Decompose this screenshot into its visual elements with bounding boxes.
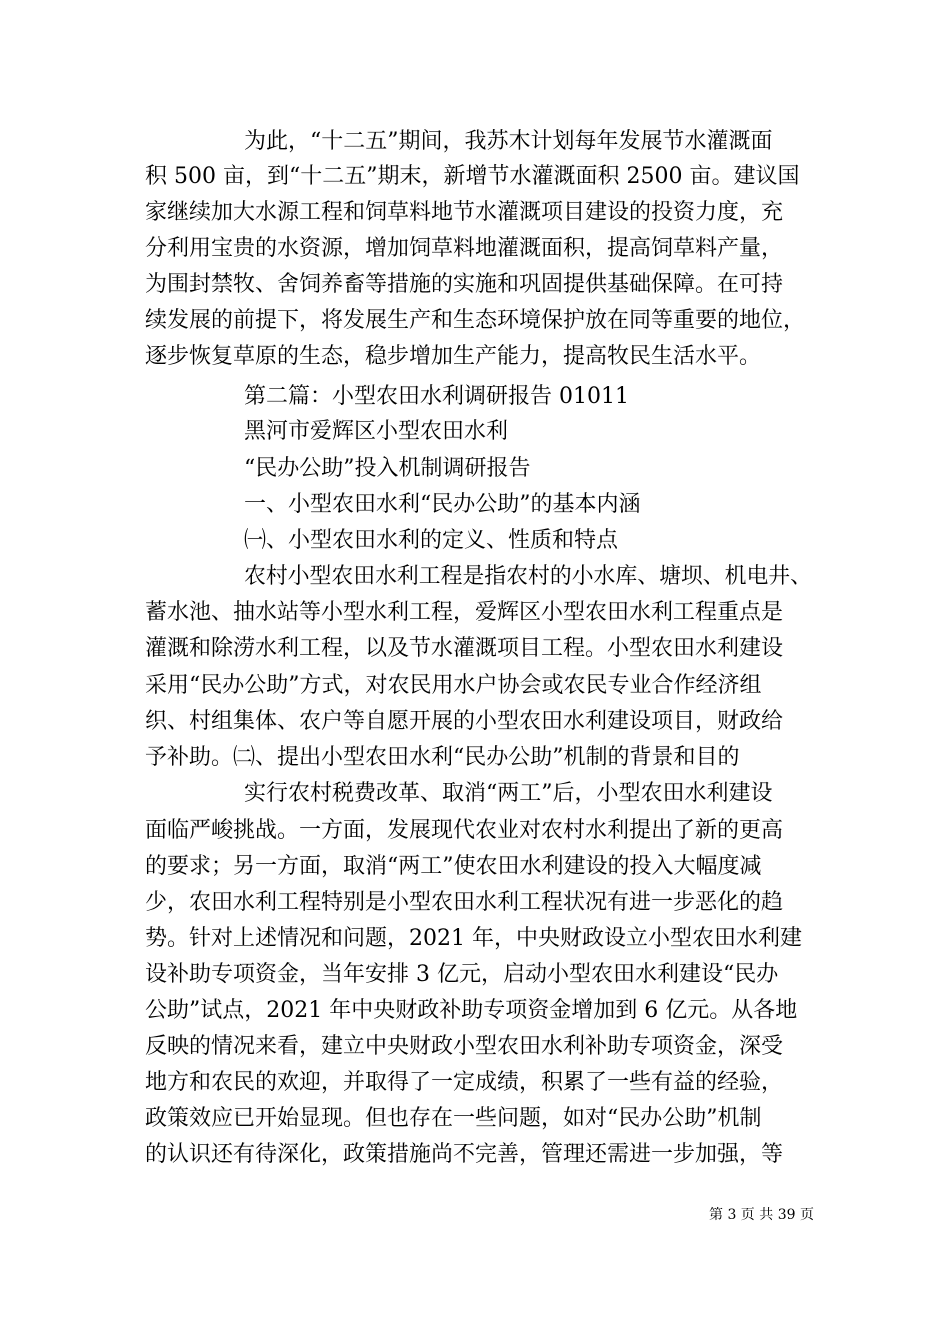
text-line-5: 为围封禁牧、舍饲养畜等措施的实施和巩固提供基础保障。在可持 xyxy=(145,272,784,297)
text-line-15: 灌溉和除涝水利工程，以及节水灌溉项目工程。小型农田水利建设 xyxy=(145,636,784,661)
text-line-21: 的要求；另一方面，取消“两工”使农田水利建设的投入大幅度减 xyxy=(145,854,762,879)
text-line-6: 续发展的前提下，将发展生产和生态环境保护放在同等重要的地位， xyxy=(145,308,806,333)
text-line-22: 少，农田水利工程特别是小型农田水利工程状况有进一步恶化的趋 xyxy=(145,890,784,915)
subheading-1-1: ㈠、小型农田水利的定义、性质和特点 xyxy=(244,528,619,553)
section-heading: 第二篇：小型农田水利调研报告 01011 xyxy=(244,384,629,409)
text-line-14: 蓄水池、抽水站等小型水利工程，爱辉区小型农田水利工程重点是 xyxy=(145,600,784,625)
subheading-1: 一、小型农田水利“民办公助”的基本内涵 xyxy=(244,492,641,517)
page-number-footer: 第 3 页 共 39 页 xyxy=(709,1207,814,1223)
text-line-28: 政策效应已开始显现。但也存在一些问题，如对“民办公助”机制 xyxy=(145,1106,762,1131)
report-title-line-1: 黑河市爱辉区小型农田水利 xyxy=(244,419,509,444)
text-line-25: 公助”试点，2021 年中央财政补助专项资金增加到 6 亿元。从各地 xyxy=(145,998,798,1023)
text-line-26: 反映的情况来看，建立中央财政小型农田水利补助专项资金，深受 xyxy=(145,1034,784,1059)
text-line-1: 为此，“十二五”期间，我苏木计划每年发展节水灌溉面 xyxy=(244,129,773,154)
text-line-18: 予补助。㈡、提出小型农田水利“民办公助”机制的背景和目的 xyxy=(145,745,740,770)
text-line-27: 地方和农民的欢迎，并取得了一定成绩，积累了一些有益的经验， xyxy=(145,1070,784,1095)
text-line-3: 家继续加大水源工程和饲草料地节水灌溉项目建设的投资力度，充 xyxy=(145,200,784,225)
text-line-16: 采用“民办公助”方式，对农民用水户协会或农民专业合作经济组 xyxy=(145,673,762,698)
text-line-13: 农村小型农田水利工程是指农村的小水库、塘坝、机电井、 xyxy=(244,564,813,589)
text-line-17: 织、村组集体、农户等自愿开展的小型农田水利建设项目，财政给 xyxy=(145,709,784,734)
text-line-19: 实行农村税费改革、取消“两工”后，小型农田水利建设 xyxy=(244,781,773,806)
text-line-29: 的认识还有待深化，政策措施尚不完善，管理还需进一步加强，等 xyxy=(145,1142,784,1167)
text-line-7: 逐步恢复草原的生态，稳步增加生产能力，提高牧民生活水平。 xyxy=(145,344,762,369)
text-line-2: 积 500 亩，到“十二五”期末，新增节水灌溉面积 2500 亩。建议国 xyxy=(145,164,800,189)
text-line-4: 分利用宝贵的水资源，增加饲草料地灌溉面积，提高饲草料产量， xyxy=(145,236,784,261)
report-title-line-2: “民办公助”投入机制调研报告 xyxy=(244,456,531,481)
text-line-20: 面临严峻挑战。一方面，发展现代农业对农村水利提出了新的更高 xyxy=(145,818,784,843)
text-line-23: 势。针对上述情况和问题，2021 年，中央财政设立小型农田水利建 xyxy=(145,926,802,951)
text-line-24: 设补助专项资金，当年安排 3 亿元，启动小型农田水利建设“民办 xyxy=(145,962,779,987)
